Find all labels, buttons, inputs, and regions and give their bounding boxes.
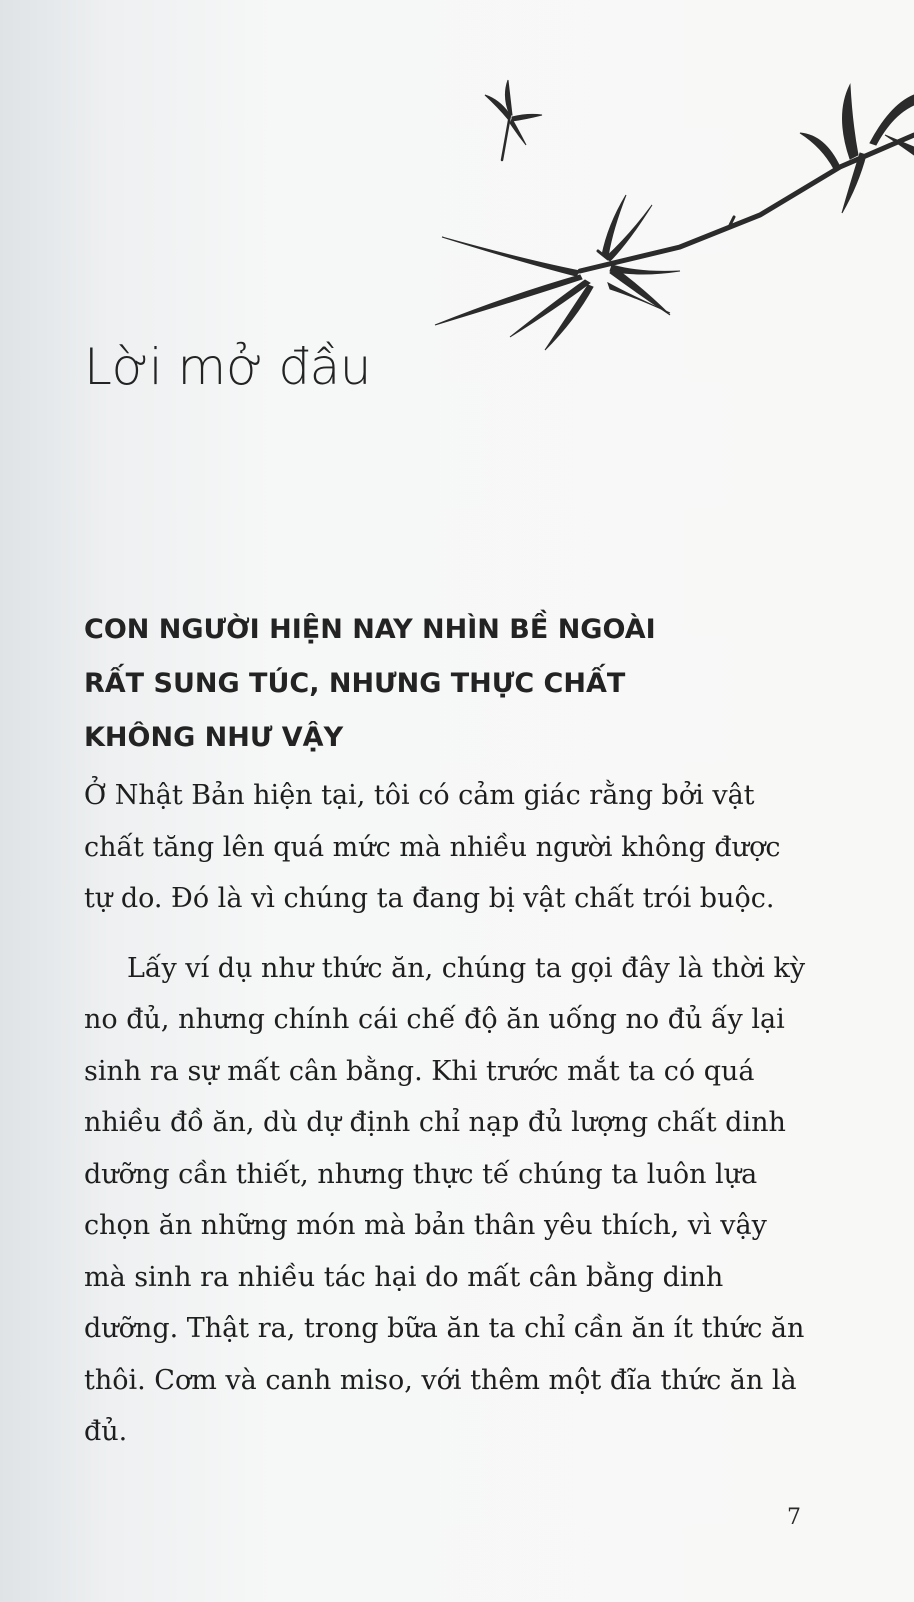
section-heading	[84, 603, 824, 765]
bamboo-dragonfly-illustration	[430, 75, 914, 375]
paragraph: Lấy ví dụ như thức ăn, chúng ta gọi đây là thời kỳ no đủ, nhưng chính cái chế độ ăn uống no đủ ấy lại sinh ra sự mất cân bằng. Khi trước mắt ta có quá nhiều đồ ăn, dù dự định chỉ nạp đủ lượng chất dinh dưỡng cần thiết, nhưng thực tế chúng ta luôn lựa chọn ăn những món mà bản thân yêu thích, vì vậy mà sinh ra nhiều tác hại do mất cân bằng dinh dưỡng. Thật ra, trong bữa ăn ta chỉ cần ăn ít thức ăn thôi. Cơm và canh miso, với thêm một đĩa thức ăn là đủ.	[84, 952, 806, 1447]
body-text	[84, 770, 814, 1476]
section-heading-line: KHÔNG NHƯ VẬY	[84, 722, 344, 753]
chapter-title: Lời mở đầu	[84, 338, 371, 396]
section-heading-line: CON NGƯỜI HIỆN NAY NHÌN BỀ NGOÀI	[84, 614, 656, 645]
section-heading-line: RẤT SUNG TÚC, NHƯNG THỰC CHẤT	[84, 668, 626, 699]
paragraph: Ở Nhật Bản hiện tại, tôi có cảm giác rằng bởi vật chất tăng lên quá mức mà nhiều người không được tự do. Đó là vì chúng ta đang bị vật chất trói buộc.	[84, 780, 781, 914]
page-number: 7	[787, 1505, 801, 1530]
